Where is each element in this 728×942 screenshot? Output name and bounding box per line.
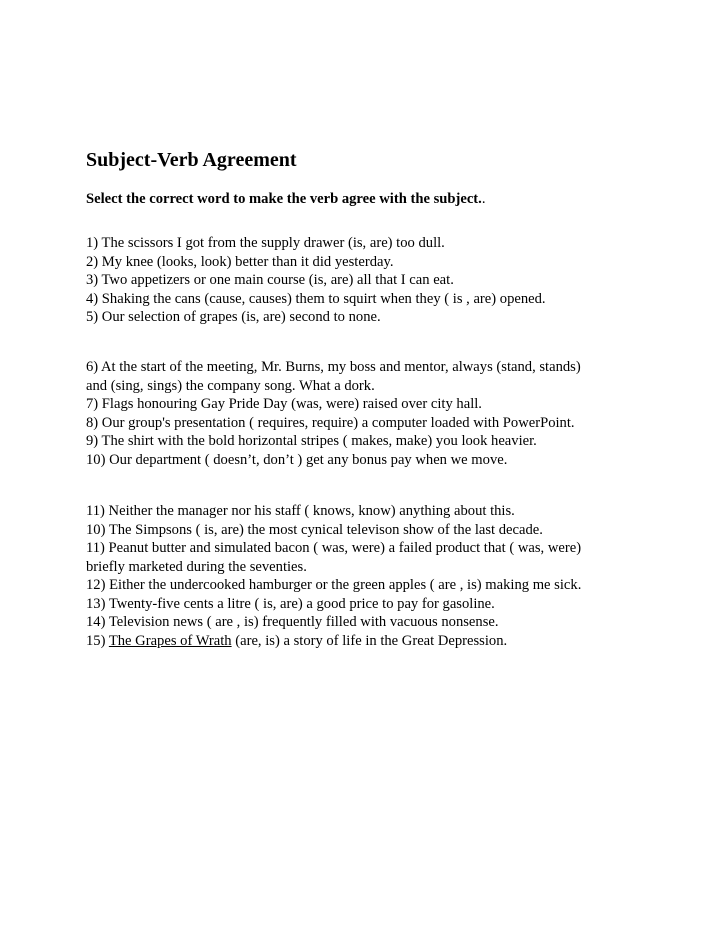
exercise-line: 8) Our group's presentation ( requires, require) a computer loaded with PowerPoint.: [86, 414, 575, 431]
exercise-group-2: [86, 358, 581, 469]
exercise-line: 6) At the start of the meeting, Mr. Burns, my boss and mentor, always (stand, stands): [86, 359, 581, 375]
exercise-line-last: [86, 632, 581, 651]
exercise-line: 4) Shaking the cans (cause, causes) them to squirt when they ( is , are) opened.: [86, 290, 546, 307]
line-remainder: (are, is) a story of life in the Great Depression.: [231, 632, 508, 649]
exercise-line: 5) Our selection of grapes (is, are) second to none.: [86, 309, 381, 325]
line-number: 15): [86, 632, 109, 649]
exercise-line: 10) Our department ( doesn’t, don’t ) get any bonus pay when we move.: [86, 451, 508, 468]
exercise-group-3: [86, 502, 581, 650]
exercise-line: briefly marketed during the seventies.: [86, 558, 307, 575]
exercise-group-1: [86, 234, 546, 327]
exercise-line: 14) Television news ( are , is) frequently filled with vacuous nonsense.: [86, 614, 499, 630]
instructions-trailing-period: .: [481, 191, 486, 207]
exercise-line: 7) Flags honouring Gay Pride Day (was, were) raised over city hall.: [86, 396, 482, 412]
exercise-line: 13) Twenty-five cents a litre ( is, are) a good price to pay for gasoline.: [86, 595, 495, 612]
exercise-line: 3) Two appetizers or one main course (is, are) all that I can eat.: [86, 272, 454, 288]
book-title-underlined: The Grapes of Wrath: [108, 632, 232, 649]
exercise-line: 12) Either the undercooked hamburger or the green apples ( are , is) making me sick.: [86, 577, 582, 593]
exercise-line: 11) Peanut butter and simulated bacon ( was, were) a failed product that ( was, were): [86, 540, 582, 556]
exercise-line: 9) The shirt with the bold horizontal stripes ( makes, make) you look heavier.: [86, 433, 537, 449]
page-title: Subject-Verb Agreement: [86, 149, 297, 171]
exercise-line: 11) Neither the manager nor his staff ( knows, know) anything about this.: [86, 503, 515, 519]
exercise-line: and (sing, sings) the company song. What a dork.: [86, 377, 375, 394]
exercise-line: 10) The Simpsons ( is, are) the most cynical televison show of the last decade.: [86, 521, 543, 538]
exercise-line: 2) My knee (looks, look) better than it did yesterday.: [86, 253, 394, 270]
instructions-text: Select the correct word to make the verb agree with the subject.: [86, 191, 482, 207]
instructions: [86, 190, 485, 208]
exercise-line: 1) The scissors I got from the supply drawer (is, are) too dull.: [86, 235, 445, 251]
